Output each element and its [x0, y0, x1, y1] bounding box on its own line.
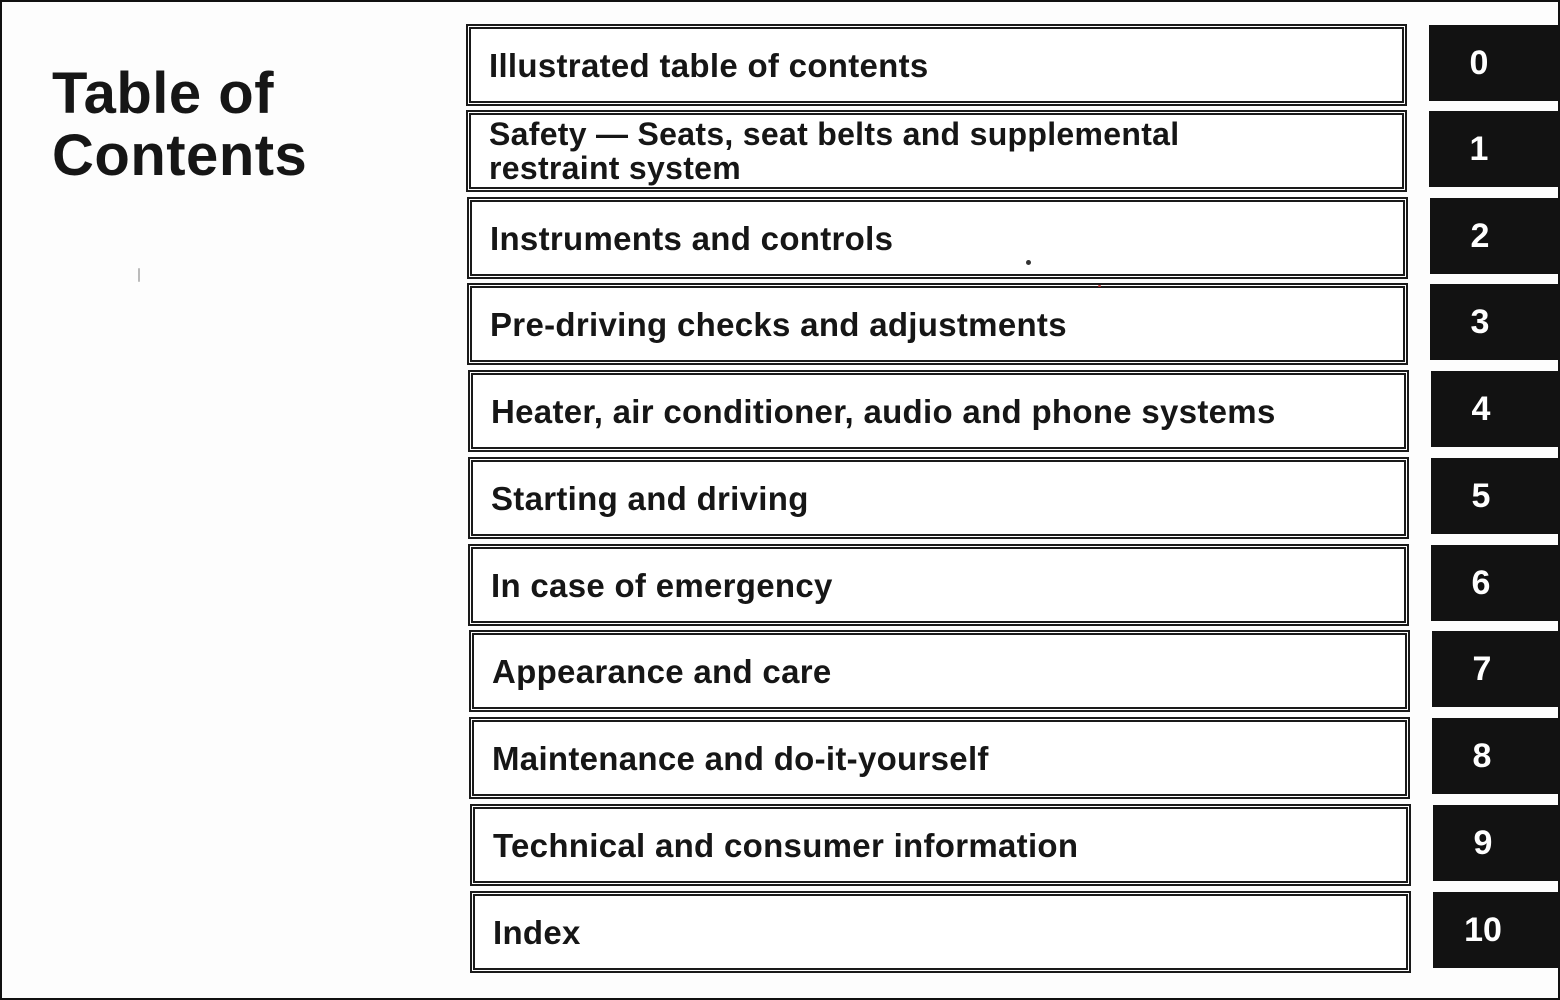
- chapter-tab-3[interactable]: [1430, 284, 1560, 360]
- toc-item-label: Instruments and controls: [490, 219, 894, 257]
- chapter-number: 1: [1469, 129, 1489, 168]
- chapter-number: 6: [1471, 563, 1491, 602]
- toc-item-box[interactable]: [469, 27, 1404, 103]
- toc-item-label: Pre-driving checks and adjustments: [490, 305, 1067, 343]
- toc-item-box[interactable]: [472, 720, 1407, 796]
- toc-item-label: In case of emergency: [491, 566, 833, 604]
- toc-item-box[interactable]: [469, 113, 1404, 189]
- chapter-number: 3: [1470, 302, 1490, 341]
- chapter-tab-10[interactable]: [1433, 892, 1560, 968]
- chapter-number: 9: [1473, 823, 1493, 862]
- chapter-number: 0: [1469, 43, 1489, 82]
- chapter-tab-0[interactable]: [1429, 25, 1560, 101]
- chapter-number: 2: [1470, 216, 1490, 255]
- chapter-tab-8[interactable]: [1432, 718, 1560, 794]
- toc-item-box[interactable]: [472, 633, 1407, 709]
- toc-item-box[interactable]: [471, 373, 1406, 449]
- toc-item-label: Starting and driving: [491, 479, 809, 517]
- toc-item-label: Index: [493, 913, 581, 951]
- print-speck: [138, 268, 140, 282]
- chapter-tab-1[interactable]: [1429, 111, 1560, 187]
- toc-item-label: Appearance and care: [492, 652, 832, 690]
- toc-item-label: Technical and consumer information: [493, 826, 1079, 864]
- toc-item-box[interactable]: [473, 894, 1408, 970]
- page-title-line-1: Table of: [52, 60, 275, 126]
- chapter-tab-7[interactable]: [1432, 631, 1560, 707]
- toc-item-label: Illustrated table of contents: [489, 46, 929, 84]
- chapter-tab-5[interactable]: [1431, 458, 1560, 534]
- print-speck: [1026, 260, 1031, 265]
- chapter-tab-2[interactable]: [1430, 198, 1560, 274]
- print-speck: [1098, 285, 1101, 287]
- chapter-number: 7: [1472, 649, 1492, 688]
- page-title: [52, 60, 308, 188]
- chapter-tab-9[interactable]: [1433, 805, 1560, 881]
- chapter-number: 8: [1472, 736, 1492, 775]
- chapter-number: 4: [1471, 389, 1491, 428]
- toc-item-box[interactable]: [471, 460, 1406, 536]
- chapter-tab-4[interactable]: [1431, 371, 1560, 447]
- toc-item-box[interactable]: [473, 807, 1408, 883]
- toc-item-label: Safety — Seats, seat belts and supplemental restraint system: [489, 116, 1180, 186]
- chapter-tab-6[interactable]: [1431, 545, 1560, 621]
- toc-item-box[interactable]: [471, 547, 1406, 623]
- toc-item-label: Heater, air conditioner, audio and phone systems: [491, 392, 1276, 430]
- page-title-line-2: Contents: [52, 122, 308, 188]
- chapter-number: 5: [1471, 476, 1491, 515]
- toc-item-label: Maintenance and do-it-yourself: [492, 739, 989, 777]
- toc-item-box[interactable]: [470, 200, 1405, 276]
- toc-item-box[interactable]: [470, 286, 1405, 362]
- chapter-number: 10: [1464, 910, 1502, 949]
